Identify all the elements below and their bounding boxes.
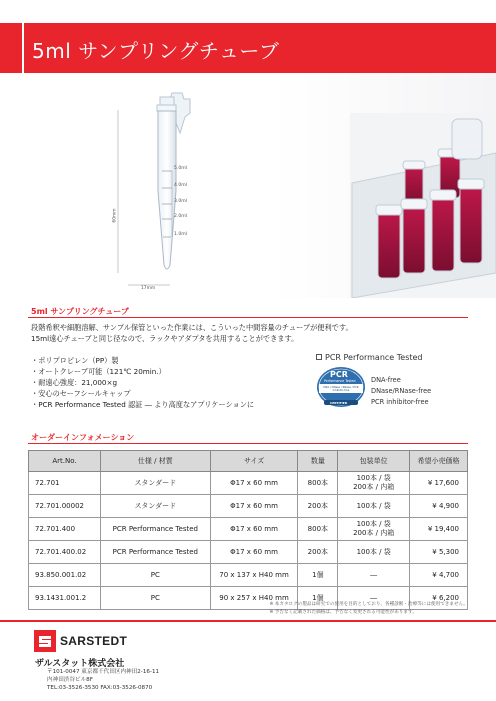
feature-item: ・オートクレーブ可能（121℃ 20min.） xyxy=(31,367,166,376)
pack-line: 100本 / 袋 xyxy=(356,520,391,528)
footer-divider xyxy=(0,620,496,622)
badge-subtitle: Performance Tested xyxy=(324,379,356,383)
height-dimension: 60mm xyxy=(112,208,118,223)
cell-size: Φ17 x 60 mm xyxy=(210,472,298,495)
cell-qty: 1個 xyxy=(298,564,338,587)
table-row xyxy=(29,518,468,541)
badge-certified: CERTIFIED xyxy=(330,401,348,405)
cell-price: ¥ 6,200 xyxy=(410,587,468,610)
cell-price: ¥ 4,900 xyxy=(410,495,468,518)
cell-spec: PC xyxy=(100,564,210,587)
grad-label-3: 3.0ml xyxy=(174,199,188,204)
tube-rack xyxy=(350,113,496,298)
section-divider xyxy=(28,443,468,444)
section-divider xyxy=(28,317,468,318)
grad-label-1: 1.0ml xyxy=(174,232,188,237)
cell-size: Φ17 x 60 mm xyxy=(210,495,298,518)
feature-item: ・ポリプロピレン（PP）製 xyxy=(31,356,119,365)
table-row xyxy=(29,564,468,587)
cell-pack: 100本 / 袋 xyxy=(338,541,410,564)
description-line-2: 15ml遠心チューブと同じ径なので、ラックやアダプタを共用することができます。 xyxy=(31,334,299,343)
col-pack: 包装単位 xyxy=(338,451,410,472)
tube-diagram xyxy=(157,93,190,269)
table-header-row xyxy=(29,451,468,472)
cell-size: Φ17 x 60 mm xyxy=(210,541,298,564)
cell-artno: 72.701.400 xyxy=(29,518,101,541)
cell-pack: 100本 / 袋 xyxy=(338,495,410,518)
cell-size: 70 x 137 x H40 mm xyxy=(210,564,298,587)
cell-pack xyxy=(338,472,410,495)
col-size: サイズ xyxy=(210,451,298,472)
description-line-1: 段階希釈や細胞溶解、サンプル保管といった作業には、こういった中間容量のチューブが便利です。 xyxy=(31,323,353,332)
pcr-heading xyxy=(316,353,423,362)
col-qty: 数量 xyxy=(298,451,338,472)
section-order-title: オーダーインフォメーション xyxy=(31,433,135,442)
cell-qty: 200本 xyxy=(298,541,338,564)
grad-label-4: 4.0ml xyxy=(174,183,188,188)
pack-line: 100本 / 袋 xyxy=(356,474,391,482)
badge-lines: DNA / DNase / RNase / PCR Inhibitor-free xyxy=(323,386,359,392)
pack-line: 200本 / 内箱 xyxy=(353,529,395,537)
badge-title: PCR xyxy=(330,370,348,379)
cell-spec: PC xyxy=(100,587,210,610)
cell-spec: スタンダード xyxy=(100,495,210,518)
product-hero xyxy=(0,73,496,298)
table-row xyxy=(29,472,468,495)
footnote: ※ 予告なく記載された価格は、予告なく変更される可能性があります。 xyxy=(269,610,417,615)
contact-line: TEL:03-3526-3530 FAX:03-3526-0870 xyxy=(47,685,153,691)
table-row xyxy=(29,541,468,564)
cell-price: ¥ 19,400 xyxy=(410,518,468,541)
cell-artno: 93.850.001.02 xyxy=(29,564,101,587)
address-line: 〒101-0047 東京都千代田区内神田2-16-11 xyxy=(47,669,160,675)
col-spec: 仕様 / 材質 xyxy=(100,451,210,472)
cell-artno: 72.701.400.02 xyxy=(29,541,101,564)
feature-item: ・安心のセーフシールキャップ xyxy=(31,389,131,398)
footnote: ※ 本カタログの製品は研究での使用を目的としており、各種診断・治療等には使用できません。 xyxy=(269,602,468,607)
sarstedt-logo-icon xyxy=(34,630,56,652)
grad-label-5: 5.0ml xyxy=(174,166,188,171)
grad-label-2: 2.0ml xyxy=(174,214,188,219)
cell-size: Φ17 x 60 mm xyxy=(210,518,298,541)
cell-qty: 800本 xyxy=(298,472,338,495)
page-title: 5ml サンプリングチューブ xyxy=(32,39,280,63)
company-address xyxy=(47,668,159,692)
pcr-item: PCR inhibitor-free xyxy=(371,398,429,406)
pack-line: 200本 / 内箱 xyxy=(353,483,395,491)
cell-price: ¥ 5,300 xyxy=(410,541,468,564)
cell-size: 90 x 257 x H40 mm xyxy=(210,587,298,610)
checkbox-icon xyxy=(316,354,322,360)
company-name: ザルスタット株式会社 xyxy=(35,659,125,669)
footnotes xyxy=(269,601,468,617)
cell-spec: スタンダード xyxy=(100,472,210,495)
cell-artno: 72.701.00002 xyxy=(29,495,101,518)
col-artno: Art.No. xyxy=(29,451,101,472)
cell-artno: 72.701 xyxy=(29,472,101,495)
cell-qty: 1個 xyxy=(298,587,338,610)
pcr-heading-label: PCR Performance Tested xyxy=(325,353,423,362)
address-line: 内神田渋谷ビル8F xyxy=(47,677,93,683)
pcr-feature-list xyxy=(371,375,431,408)
cell-pack: ― xyxy=(338,587,410,610)
feature-item: ・耐遠心強度：21,000×g xyxy=(31,378,118,387)
cell-spec: PCR Performance Tested xyxy=(100,518,210,541)
feature-item: ・PCR Performance Tested 認証 ― より高度なアプリケーションに xyxy=(31,400,255,409)
order-table xyxy=(28,450,468,610)
table-row xyxy=(29,495,468,518)
cell-spec: PCR Performance Tested xyxy=(100,541,210,564)
product-illustration xyxy=(0,73,496,298)
cell-qty: 200本 xyxy=(298,495,338,518)
section-product-title: 5ml サンプリングチューブ xyxy=(31,307,129,316)
feature-list xyxy=(31,355,254,410)
col-price: 希望小売価格 xyxy=(410,451,468,472)
cell-pack xyxy=(338,518,410,541)
cell-artno: 93.1431.001.2 xyxy=(29,587,101,610)
cell-pack: ― xyxy=(338,564,410,587)
cell-price: ¥ 4,700 xyxy=(410,564,468,587)
pcr-item: DNase/RNase-free xyxy=(371,387,432,395)
cell-qty: 800本 xyxy=(298,518,338,541)
pcr-item: DNA-free xyxy=(371,376,401,384)
brand-name: SARSTEDT xyxy=(60,634,128,648)
width-dimension: 17mm xyxy=(141,286,156,291)
cell-price: ¥ 17,600 xyxy=(410,472,468,495)
